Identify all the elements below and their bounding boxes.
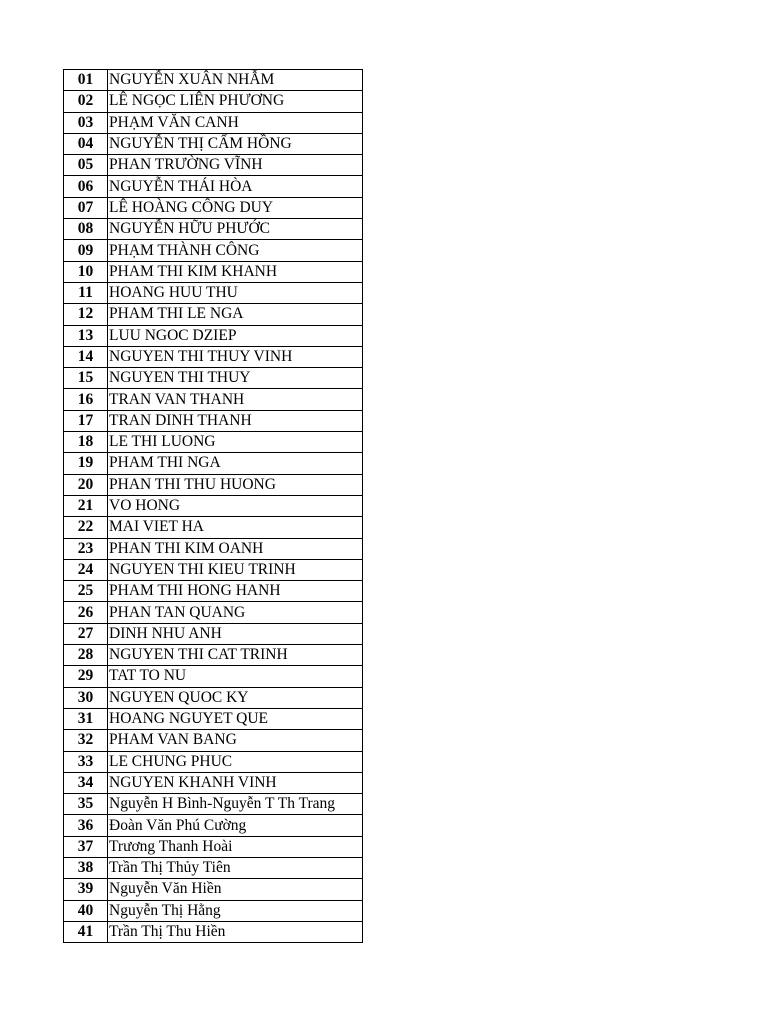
table-row bbox=[64, 432, 363, 453]
row-number: 29 bbox=[64, 666, 108, 687]
person-name: HOANG HUU THU bbox=[108, 282, 363, 303]
row-number: 28 bbox=[64, 645, 108, 666]
row-number: 33 bbox=[64, 751, 108, 772]
person-name: Nguyễn Thị Hằng bbox=[108, 900, 363, 921]
row-number: 34 bbox=[64, 772, 108, 793]
row-number: 20 bbox=[64, 474, 108, 495]
table-row bbox=[64, 772, 363, 793]
row-number: 11 bbox=[64, 282, 108, 303]
person-name: PHAN THI KIM OANH bbox=[108, 538, 363, 559]
person-name: PHAN TRƯỜNG VĨNH bbox=[108, 155, 363, 176]
table-row bbox=[64, 645, 363, 666]
person-name: DINH NHU ANH bbox=[108, 623, 363, 644]
row-number: 38 bbox=[64, 857, 108, 878]
row-number: 05 bbox=[64, 155, 108, 176]
person-name: PHAN TAN QUANG bbox=[108, 602, 363, 623]
table-row bbox=[64, 453, 363, 474]
person-name: LE THI LUONG bbox=[108, 432, 363, 453]
table-row bbox=[64, 368, 363, 389]
row-number: 14 bbox=[64, 346, 108, 367]
person-name: PHAM THI HONG HANH bbox=[108, 581, 363, 602]
table-row bbox=[64, 623, 363, 644]
row-number: 15 bbox=[64, 368, 108, 389]
table-row bbox=[64, 325, 363, 346]
row-number: 08 bbox=[64, 219, 108, 240]
row-number: 13 bbox=[64, 325, 108, 346]
table-row bbox=[64, 91, 363, 112]
person-name: NGUYỄN THÁI HÒA bbox=[108, 176, 363, 197]
table-row bbox=[64, 921, 363, 942]
table-row bbox=[64, 794, 363, 815]
person-name: Trương Thanh Hoài bbox=[108, 836, 363, 857]
row-number: 10 bbox=[64, 261, 108, 282]
table-row bbox=[64, 879, 363, 900]
person-name: PHAM THI KIM KHANH bbox=[108, 261, 363, 282]
person-name: TRAN VAN THANH bbox=[108, 389, 363, 410]
person-name: NGUYEN KHANH VINH bbox=[108, 772, 363, 793]
table-row bbox=[64, 730, 363, 751]
table-row bbox=[64, 133, 363, 154]
table-row bbox=[64, 474, 363, 495]
name-list-table bbox=[63, 69, 363, 943]
table-row bbox=[64, 495, 363, 516]
row-number: 40 bbox=[64, 900, 108, 921]
table-row bbox=[64, 538, 363, 559]
row-number: 36 bbox=[64, 815, 108, 836]
table-row bbox=[64, 389, 363, 410]
person-name: NGUYEN THI THUY bbox=[108, 368, 363, 389]
row-number: 32 bbox=[64, 730, 108, 751]
person-name: VO HONG bbox=[108, 495, 363, 516]
table-row bbox=[64, 666, 363, 687]
row-number: 23 bbox=[64, 538, 108, 559]
person-name: LE CHUNG PHUC bbox=[108, 751, 363, 772]
table-row bbox=[64, 176, 363, 197]
row-number: 02 bbox=[64, 91, 108, 112]
table-row bbox=[64, 304, 363, 325]
row-number: 24 bbox=[64, 559, 108, 580]
person-name: Trần Thị Thủy Tiên bbox=[108, 857, 363, 878]
row-number: 01 bbox=[64, 70, 108, 91]
table-row bbox=[64, 346, 363, 367]
table-row bbox=[64, 70, 363, 91]
person-name: NGUYỄN XUÂN NHẪM bbox=[108, 70, 363, 91]
person-name: NGUYEN QUOC KY bbox=[108, 687, 363, 708]
table-row bbox=[64, 581, 363, 602]
person-name: NGUYEN THI THUY VINH bbox=[108, 346, 363, 367]
person-name: TRAN DINH THANH bbox=[108, 410, 363, 431]
row-number: 27 bbox=[64, 623, 108, 644]
row-number: 25 bbox=[64, 581, 108, 602]
person-name: PHAN THI THU HUONG bbox=[108, 474, 363, 495]
table-row bbox=[64, 219, 363, 240]
person-name: NGUYỄN THỊ CẨM HỒNG bbox=[108, 133, 363, 154]
person-name: NGUYEN THI CAT TRINH bbox=[108, 645, 363, 666]
person-name: HOANG NGUYET QUE bbox=[108, 708, 363, 729]
row-number: 22 bbox=[64, 517, 108, 538]
table-row bbox=[64, 282, 363, 303]
table-row bbox=[64, 708, 363, 729]
person-name: PHAM VAN BANG bbox=[108, 730, 363, 751]
table-row bbox=[64, 815, 363, 836]
row-number: 09 bbox=[64, 240, 108, 261]
person-name: PHẠM THÀNH CÔNG bbox=[108, 240, 363, 261]
row-number: 26 bbox=[64, 602, 108, 623]
row-number: 16 bbox=[64, 389, 108, 410]
person-name: LÊ HOÀNG CÔNG DUY bbox=[108, 197, 363, 218]
person-name: Nguyễn Văn Hiền bbox=[108, 879, 363, 900]
table-row bbox=[64, 857, 363, 878]
table-row bbox=[64, 197, 363, 218]
name-list-body bbox=[64, 70, 363, 943]
person-name: LÊ NGỌC LIÊN PHƯƠNG bbox=[108, 91, 363, 112]
person-name: PHAM THI LE NGA bbox=[108, 304, 363, 325]
row-number: 41 bbox=[64, 921, 108, 942]
person-name: NGUYEN THI KIEU TRINH bbox=[108, 559, 363, 580]
row-number: 18 bbox=[64, 432, 108, 453]
row-number: 06 bbox=[64, 176, 108, 197]
table-row bbox=[64, 602, 363, 623]
person-name: Trần Thị Thu Hiền bbox=[108, 921, 363, 942]
table-row bbox=[64, 517, 363, 538]
person-name: Đoàn Văn Phú Cường bbox=[108, 815, 363, 836]
row-number: 17 bbox=[64, 410, 108, 431]
row-number: 21 bbox=[64, 495, 108, 516]
table-row bbox=[64, 240, 363, 261]
person-name: NGUYỄN HỮU PHƯỚC bbox=[108, 219, 363, 240]
table-row bbox=[64, 751, 363, 772]
row-number: 19 bbox=[64, 453, 108, 474]
row-number: 35 bbox=[64, 794, 108, 815]
table-row bbox=[64, 410, 363, 431]
row-number: 03 bbox=[64, 112, 108, 133]
table-row bbox=[64, 155, 363, 176]
row-number: 12 bbox=[64, 304, 108, 325]
person-name: TAT TO NU bbox=[108, 666, 363, 687]
table-row bbox=[64, 836, 363, 857]
table-row bbox=[64, 261, 363, 282]
row-number: 39 bbox=[64, 879, 108, 900]
row-number: 37 bbox=[64, 836, 108, 857]
row-number: 07 bbox=[64, 197, 108, 218]
person-name: LUU NGOC DZIEP bbox=[108, 325, 363, 346]
row-number: 31 bbox=[64, 708, 108, 729]
row-number: 04 bbox=[64, 133, 108, 154]
person-name: PHẠM VĂN CANH bbox=[108, 112, 363, 133]
row-number: 30 bbox=[64, 687, 108, 708]
table-row bbox=[64, 559, 363, 580]
table-row bbox=[64, 687, 363, 708]
person-name: Nguyễn H Bình-Nguyễn T Th Trang bbox=[108, 794, 363, 815]
person-name: PHAM THI NGA bbox=[108, 453, 363, 474]
table-row bbox=[64, 900, 363, 921]
person-name: MAI VIET HA bbox=[108, 517, 363, 538]
table-row bbox=[64, 112, 363, 133]
